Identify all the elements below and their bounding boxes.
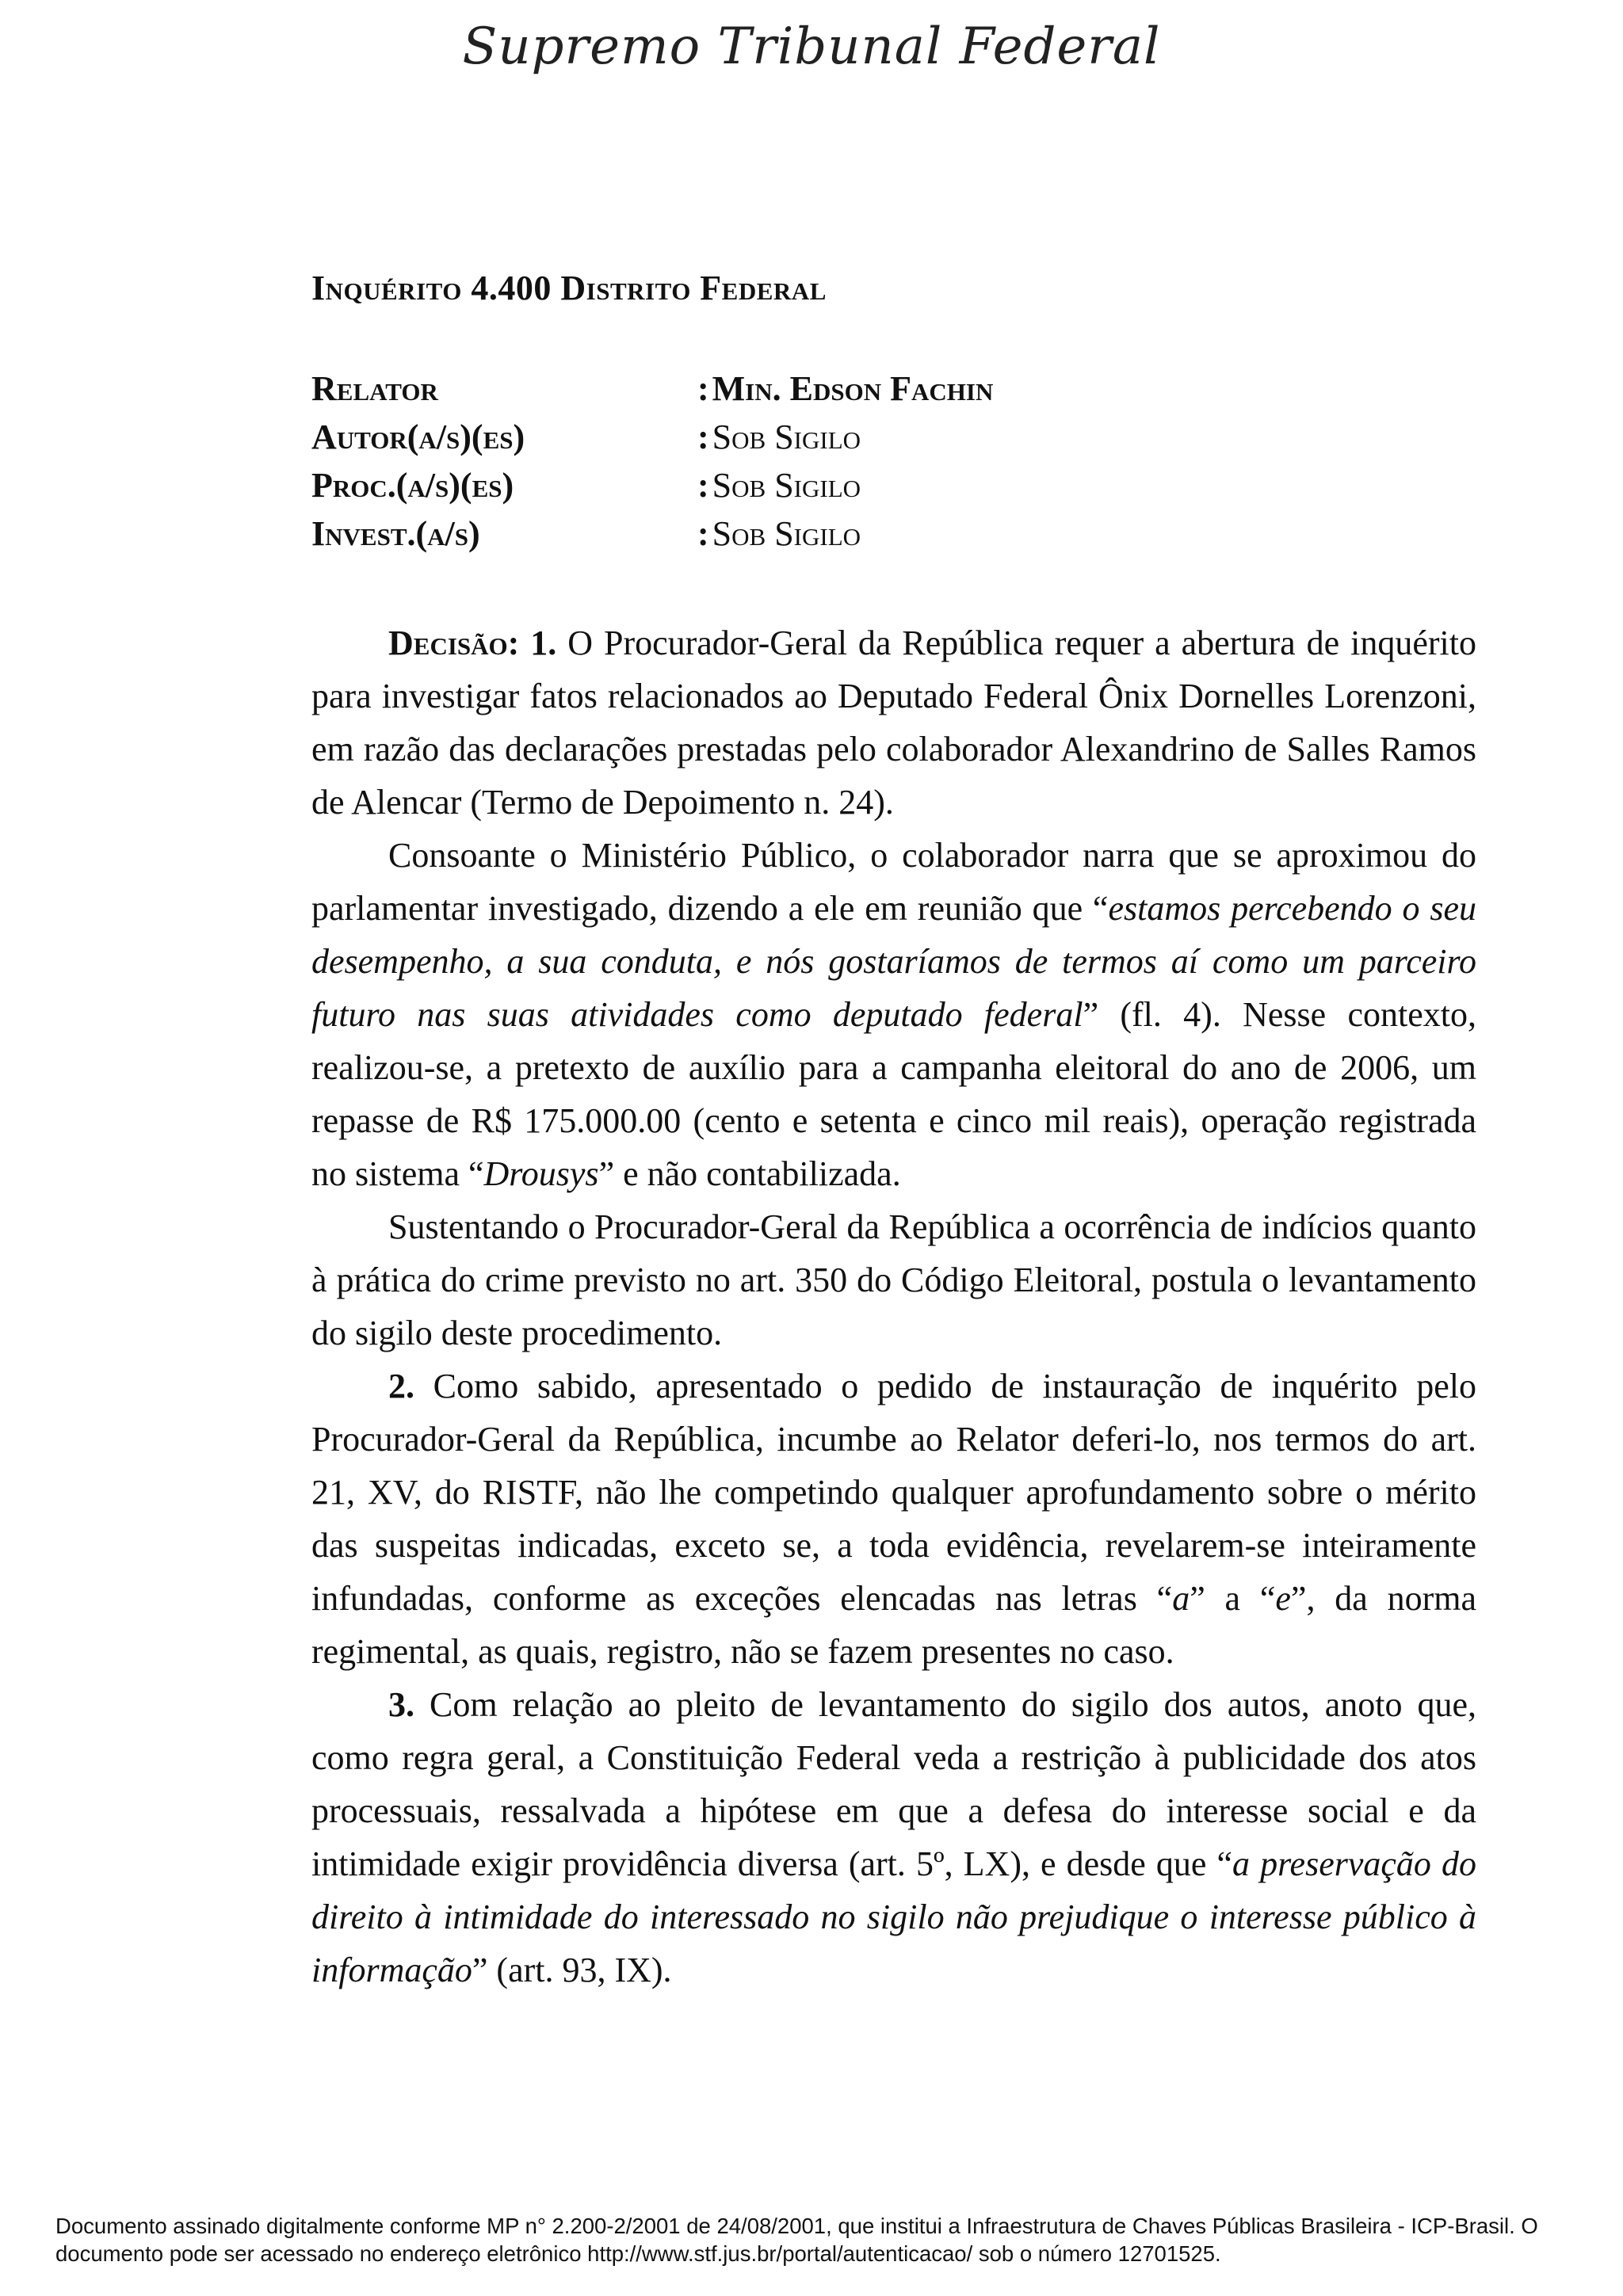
system-name: Drousys	[483, 1154, 599, 1193]
party-label: Autor(a/s)(es)	[311, 418, 525, 456]
decision-body	[311, 616, 1476, 1997]
quoted-constitution: a preservação do direito à intimidade do interessado no sigilo não prejudique o interesse público à informação	[311, 1844, 1476, 1989]
paragraph-text: O Procurador-Geral da República requer a abertura de inquérito para investigar fatos relacionados ao Deputado Federal Ônix Dornelles Lorenzoni, em razão das declarações prestadas pelo colaborador Alexandrino de Salles Ramos de Alencar (Termo de Depoimento n. 24).	[311, 624, 1476, 822]
paragraph-text: ” e não contabilizada.	[598, 1154, 901, 1193]
party-value-text: Min. Edson Fachin	[712, 369, 994, 408]
party-value	[697, 417, 861, 457]
digital-signature-footer	[55, 2212, 1569, 2267]
party-separator: :	[697, 369, 709, 408]
paragraph-3	[311, 1200, 1476, 1360]
party-label: Invest.(a/s)	[311, 514, 480, 553]
party-row-proc	[311, 461, 1500, 509]
parties-table	[311, 364, 1500, 558]
party-value	[697, 513, 861, 554]
party-value	[697, 368, 993, 409]
party-value-text: Sob Sigilo	[712, 418, 861, 456]
paragraph-4	[311, 1360, 1476, 1678]
court-header: Supremo Tribunal Federal	[462, 17, 1161, 76]
footer-line: documento pode ser acessado no endereço eletrônico http://www.stf.jus.br/portal/autenticacao/ sob o número 12701525.	[55, 2241, 1221, 2266]
paragraph-text: ” (fl. 4). Nesse contexto, realizou-se, a pretexto de auxílio para a campanha eleitoral do ano de 2006, um repasse de R$ 175.000.00 (cento e setenta e cinco mil reais), operação registrada no sistema “	[311, 995, 1476, 1193]
party-separator: :	[697, 418, 709, 456]
party-value	[697, 465, 861, 505]
section-number: 2.	[388, 1367, 414, 1405]
paragraph-5	[311, 1678, 1476, 1997]
paragraph-text: Com relação ao pleito de levantamento do sigilo dos autos, anoto que, como regra geral, a Constituição Federal veda a restrição à publicidade dos atos processuais, ressalvada a hipótese em que a defesa do interesse social e da intimidade exigir providência diversa (art. 5º, LX), e desde que “	[311, 1685, 1476, 1883]
party-label: Relator	[311, 369, 438, 408]
paragraph-2	[311, 829, 1476, 1200]
paragraph-text: Sustentando o Procurador-Geral da República a ocorrência de indícios quanto à prática do crime previsto no art. 350 do Código Eleitoral, postula o levantamento do sigilo deste procedimento.	[311, 1207, 1476, 1352]
footer-line: Documento assinado digitalmente conforme MP n° 2.200-2/2001 de 24/08/2001, que institui a Infraestrutura de Chaves Públicas Brasileira - ICP-Brasil. O	[55, 2214, 1538, 2238]
document-title: Inquérito 4.400 Distrito Federal	[311, 269, 827, 307]
paragraph-text: ” a “	[1190, 1579, 1276, 1618]
paragraph-text: ” (art. 93, IX).	[472, 1951, 672, 1989]
decision-label: Decisão: 1.	[388, 624, 557, 662]
party-label: Proc.(a/s)(es)	[311, 466, 514, 505]
party-row-autor	[311, 413, 1500, 461]
party-value-text: Sob Sigilo	[712, 466, 861, 505]
section-number: 3.	[388, 1685, 414, 1724]
party-separator: :	[697, 466, 709, 505]
party-row-invest	[311, 509, 1500, 558]
party-row-relator	[311, 364, 1500, 413]
party-separator: :	[697, 514, 709, 553]
paragraph-text: ”, da norma regimental, as quais, registro, não se fazem presentes no caso.	[311, 1579, 1477, 1671]
party-value-text: Sob Sigilo	[712, 514, 861, 553]
letter-reference: a	[1172, 1579, 1190, 1618]
paragraph-text: Como sabido, apresentado o pedido de instauração de inquérito pelo Procurador-Geral da República, incumbe ao Relator deferi-lo, nos termos do art. 21, XV, do RISTF, não lhe competindo qualquer aprofundamento sobre o mérito das suspeitas indicadas, exceto se, a toda evidência, revelarem-se inteiramente infundadas, conforme as exceções elencadas nas letras “	[311, 1367, 1476, 1618]
quoted-testimony: estamos percebendo o seu desempenho, a sua conduta, e nós gostaríamos de termos aí como um parceiro futuro nas suas atividades como deputado federal	[311, 889, 1477, 1034]
paragraph-1	[311, 616, 1476, 829]
paragraph-text: Consoante o Ministério Público, o colaborador narra que se aproximou do parlamentar investigado, dizendo a ele em reunião que “	[311, 836, 1476, 928]
letter-reference: e	[1275, 1579, 1291, 1618]
